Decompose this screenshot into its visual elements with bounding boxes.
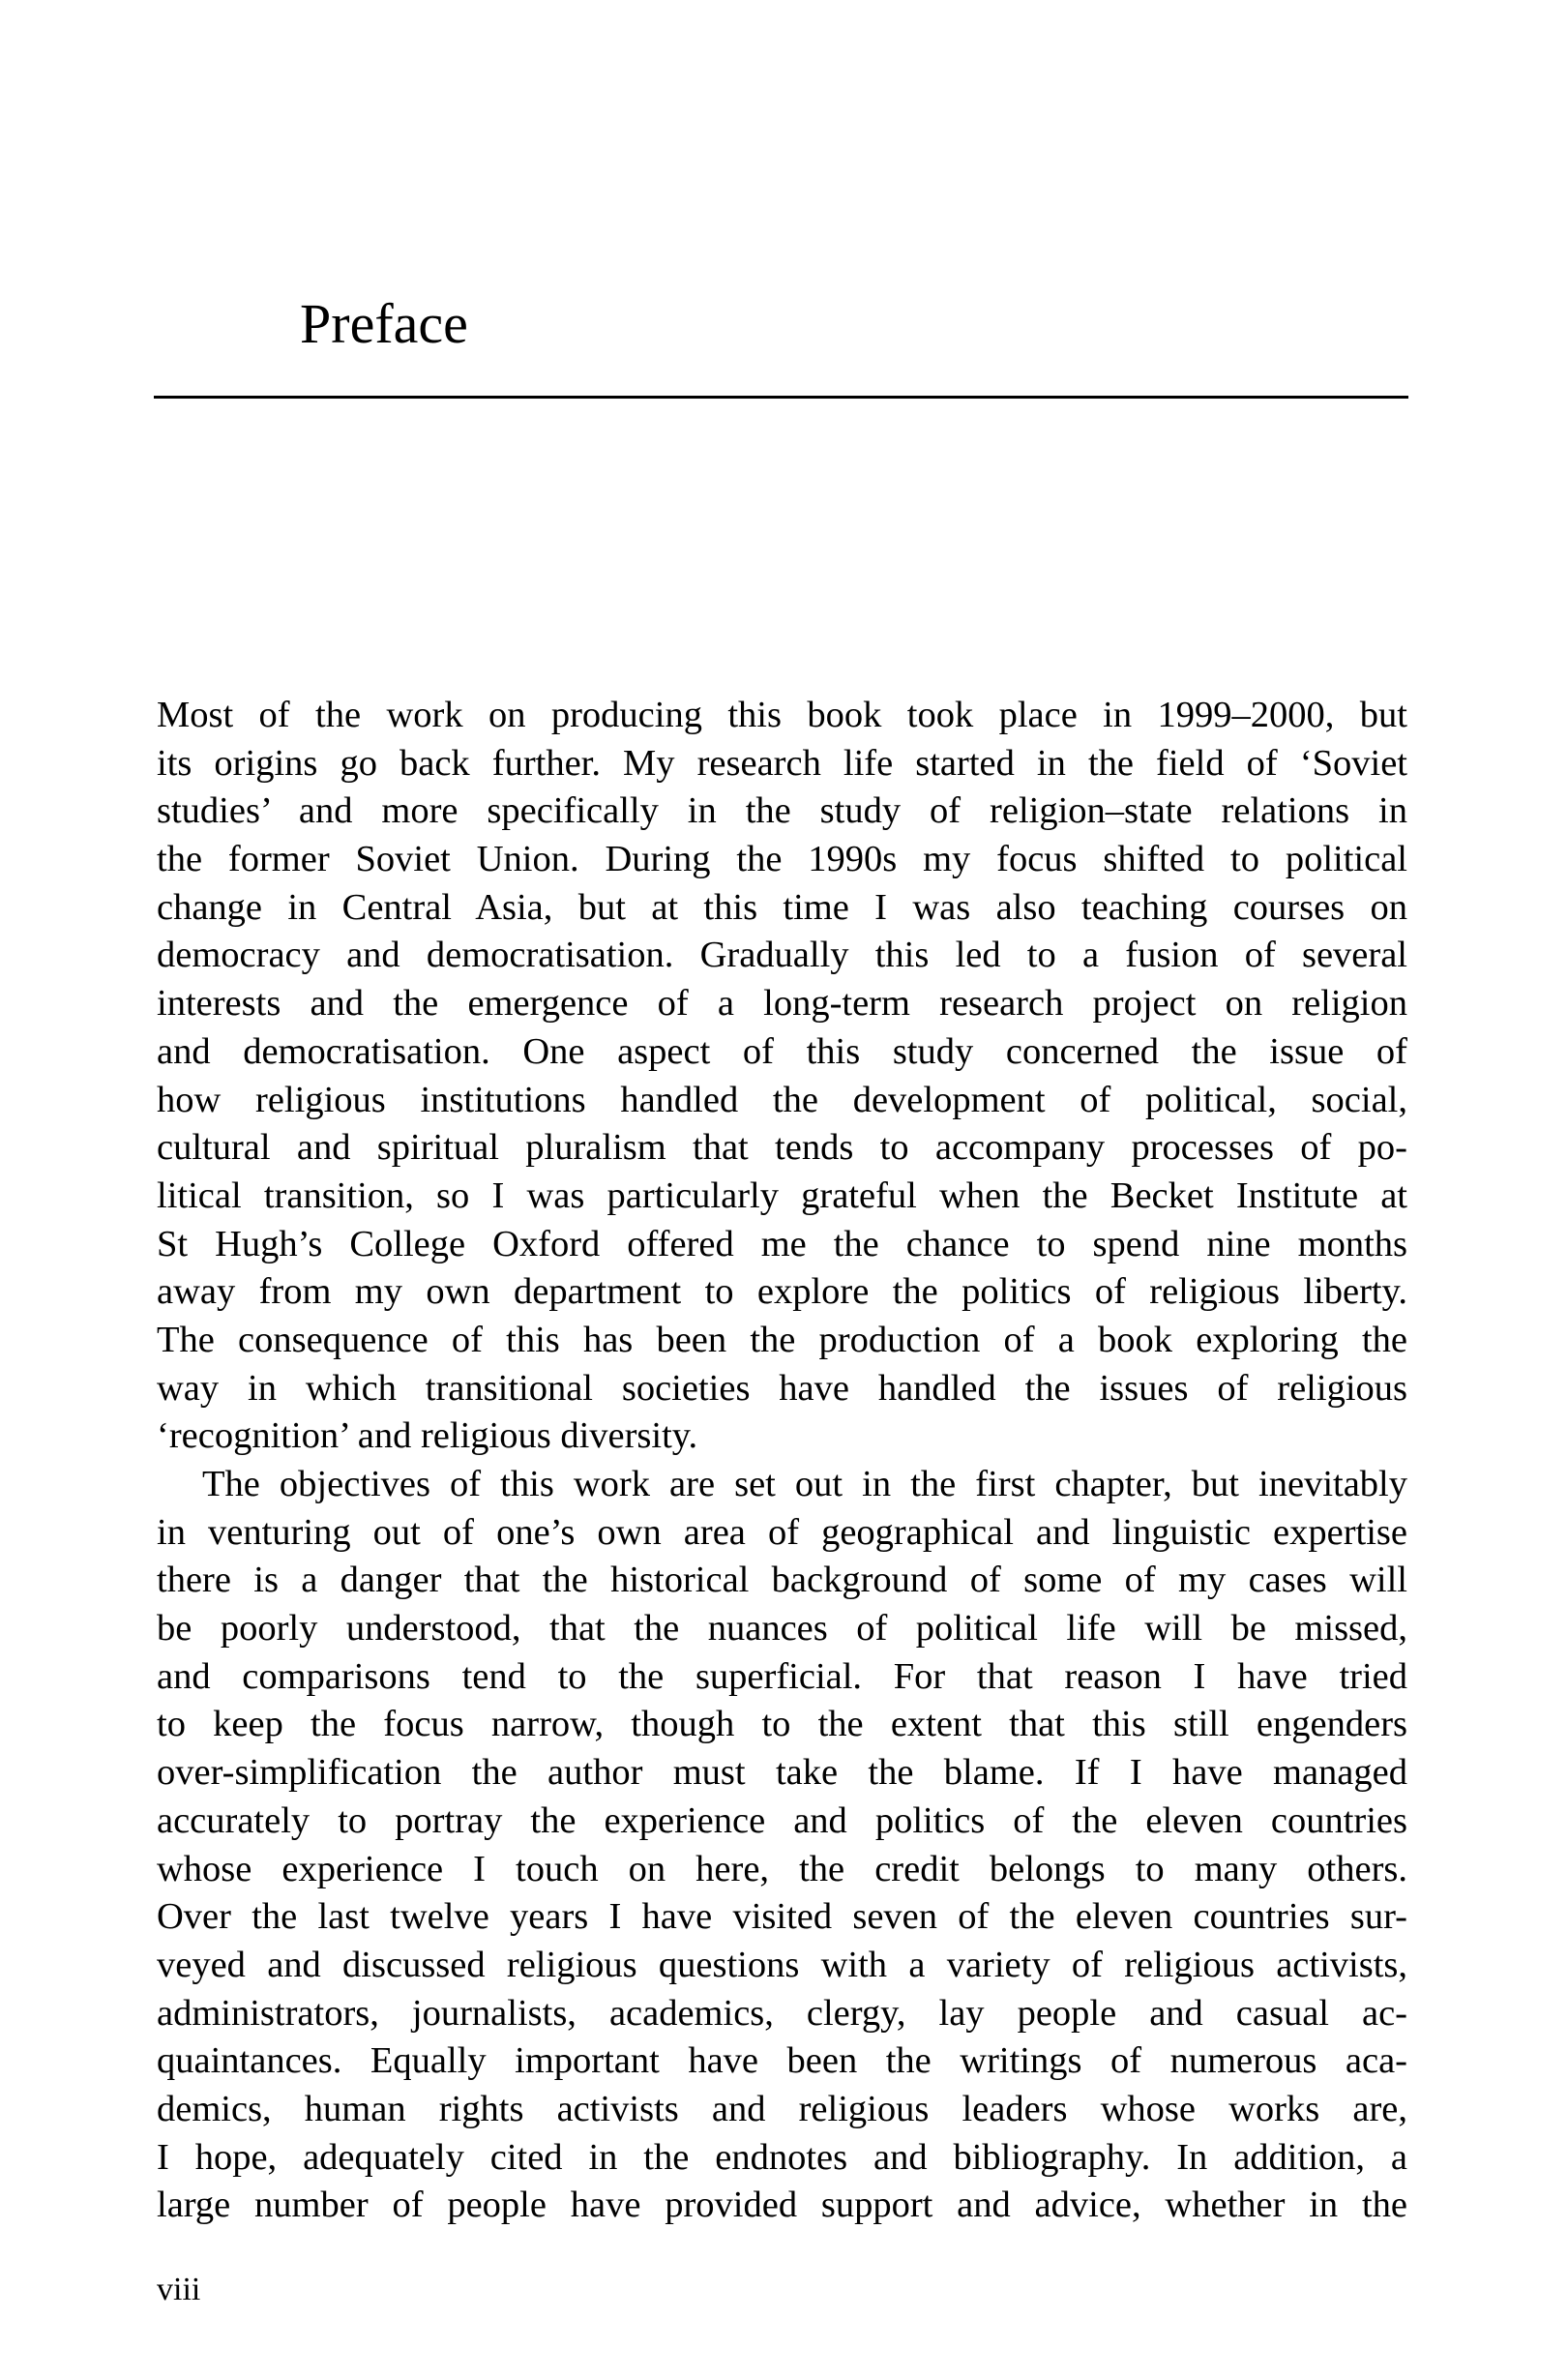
text-line: way in which transitional societies have handled the issues of religious: [157, 1367, 1407, 1409]
text-line: administrators, journalists, academics, clergy, lay people and casual ac-: [157, 1992, 1407, 2034]
text-line: and democratisation. One aspect of this study concerned the issue of: [157, 1030, 1407, 1072]
text-line: there is a danger that the historical background of some of my cases will: [157, 1560, 1407, 1601]
paragraph-2: [157, 1461, 1407, 2230]
text-line: Over the last twelve years I have visited seven of the eleven countries sur-: [157, 1896, 1407, 1938]
text-line: The objectives of this work are set out in the first chapter, but inevitably: [202, 1464, 1407, 1504]
text-line: large number of people have provided support and advice, whether in the: [157, 2185, 1407, 2226]
text-line: demics, human rights activists and religious leaders whose works are,: [157, 2088, 1407, 2129]
text-line: The consequence of this has been the production of a book exploring the: [157, 1319, 1407, 1360]
text-line: accurately to portray the experience and politics of the eleven countries: [157, 1799, 1407, 1841]
title-rule-divider: [154, 396, 1408, 399]
text-line: and comparisons tend to the superficial. For that reason I have tried: [157, 1655, 1407, 1697]
text-line: its origins go back further. My research life started in the field of ‘Soviet: [157, 742, 1407, 784]
page-number: viii: [157, 2272, 201, 2307]
text-line: whose experience I touch on here, the credit belongs to many others.: [157, 1848, 1407, 1889]
text-line: away from my own department to explore the politics of religious liberty.: [157, 1271, 1407, 1313]
chapter-title: Preface: [300, 292, 468, 355]
text-line: cultural and spiritual pluralism that tends to accompany processes of po-: [157, 1127, 1407, 1169]
text-line: to keep the focus narrow, though to the extent that this still engenders: [157, 1704, 1407, 1745]
text-line: be poorly understood, that the nuances of political life will be missed,: [157, 1608, 1407, 1650]
text-line: ‘recognition’ and religious diversity.: [157, 1415, 698, 1457]
body-text: [157, 692, 1407, 2230]
text-line: quaintances. Equally important have been the writings of numerous aca-: [157, 2040, 1407, 2082]
text-line: I hope, adequately cited in the endnotes and bibliography. In addition, a: [157, 2136, 1407, 2178]
text-line: over-simplification the author must take the blame. If I have managed: [157, 1752, 1407, 1794]
text-line: interests and the emergence of a long-term research project on religion: [157, 983, 1407, 1025]
text-line: studies’ and more specifically in the study of religion–state relations in: [157, 790, 1407, 832]
text-line: democracy and democratisation. Gradually this led to a fusion of several: [157, 935, 1407, 976]
text-line: veyed and discussed religious questions with a variety of religious activists,: [157, 1944, 1407, 1985]
text-line: in venturing out of one’s own area of geographical and linguistic expertise: [157, 1511, 1407, 1553]
text-line: Most of the work on producing this book took place in 1999–2000, but: [157, 695, 1407, 735]
text-line: change in Central Asia, but at this time I was also teaching courses on: [157, 886, 1407, 928]
text-line: St Hugh’s College Oxford offered me the chance to spend nine months: [157, 1223, 1407, 1264]
paragraph-1: [157, 692, 1407, 1461]
text-line: the former Soviet Union. During the 1990s my focus shifted to political: [157, 839, 1407, 880]
text-line: how religious institutions handled the development of political, social,: [157, 1079, 1407, 1120]
text-line: litical transition, so I was particularly grateful when the Becket Institute at: [157, 1174, 1407, 1216]
